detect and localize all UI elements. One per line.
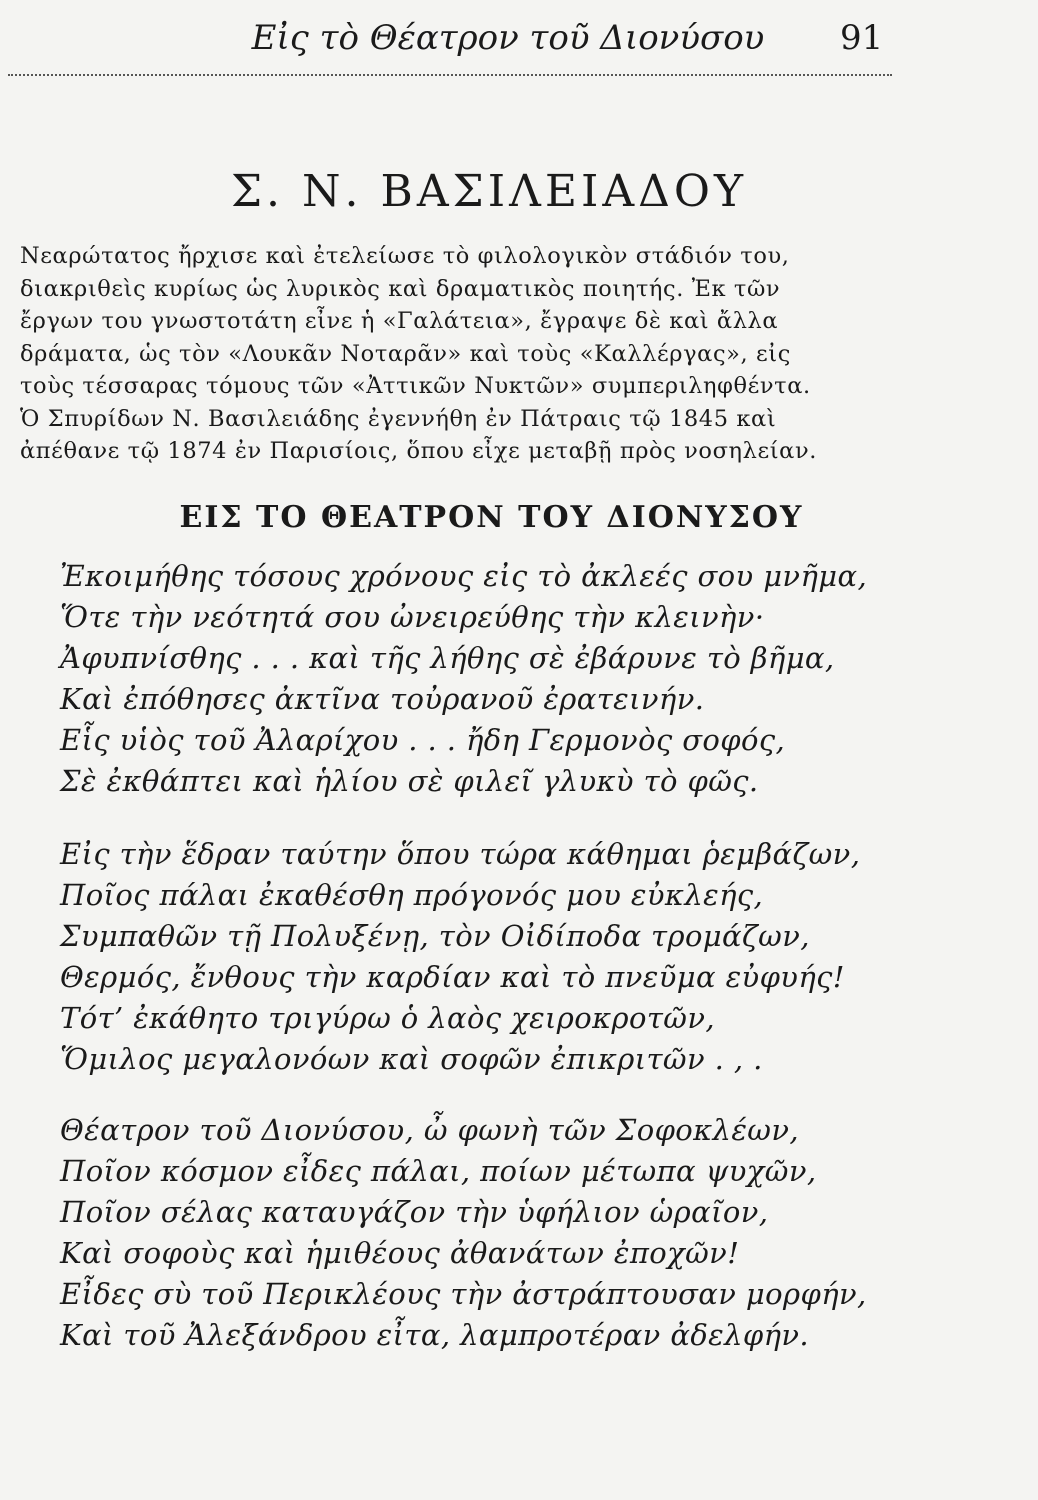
poem-title [0, 500, 1038, 535]
bio-line: δράματα, ὡς τὸν «Λουκᾶν Νοταρᾶν» καὶ τοὺς «Καλλέργας», εἰς [20, 340, 791, 367]
verse-line: Θερμός, ἔνθους τὴν καρδίαν καὶ τὸ πνεῦμα εὐφυής! [60, 960, 845, 994]
stanza-2 [60, 834, 890, 1080]
verse-line: Θέατρον τοῦ Διονύσου, ὦ φωνὴ τῶν Σοφοκλέων, [60, 1113, 799, 1147]
verse-line: Εἰς τὴν ἕδραν ταύτην ὅπου τώρα κάθημαι ῥεμβάζων, [60, 837, 861, 871]
bio-line: ἔργων του γνωστοτάτη εἶνε ἡ «Γαλάτεια», ἔγραψε δὲ καὶ ἄλλα [20, 308, 779, 334]
bio-line: Νεαρώτατος ἤρχισε καὶ ἐτελείωσε τὸ φιλολογικὸν στάδιόν του, [20, 243, 790, 269]
stanza-1 [60, 556, 890, 802]
bio-line: Ὁ Σπυρίδων Ν. Βασιλειάδης ἐγεννήθη ἐν Πάτραις τῷ 1845 καὶ [20, 405, 777, 432]
bio-line: ἀπέθανε τῷ 1874 ἐν Παρισίοις, ὅπου εἶχε μεταβῇ πρὸς νοσηλείαν. [20, 438, 817, 464]
verse-line: Ἐκοιμήθης τόσους χρόνους εἰς τὸ ἀκλεές σου μνῆμα, [60, 559, 868, 593]
stanza-3 [60, 1110, 890, 1356]
page-number: 91 [840, 18, 884, 58]
verse-line: Καὶ ἐπόθησες ἀκτῖνα τοὐρανοῦ ἐρατεινήν. [60, 682, 705, 716]
biography-paragraph [20, 240, 900, 468]
author-name: Σ. Ν. ΒΑΣΙΛΕΙΑΔΟΥ [230, 166, 748, 217]
running-head-title: Εἰς τὸ Θέατρον τοῦ Διονύσου [251, 18, 765, 58]
verse-line: Ὅτε τὴν νεότητά σου ὠνειρεύθης τὴν κλεινὴν· [60, 600, 765, 634]
verse-line: Εἷς υἱὸς τοῦ Ἀλαρίχου . . . ἤδη Γερμονὸς σοφός, [60, 723, 786, 757]
verse-line: Καὶ σοφοὺς καὶ ἡμιθέους ἀθανάτων ἐποχῶν! [60, 1236, 740, 1270]
verse-line: Σὲ ἐκθάπτει καὶ ἡλίου σὲ φιλεῖ γλυκὺ τὸ φῶς. [60, 764, 759, 798]
verse-line: Ἀφυπνίσθης . . . καὶ τῆς λήθης σὲ ἐβάρυνε τὸ βῆμα, [60, 641, 835, 675]
verse-line: Τότ’ ἐκάθητο τριγύρω ὁ λαὸς χειροκροτῶν, [60, 1001, 715, 1035]
verse-line: Συμπαθῶν τῇ Πολυξένῃ, τὸν Οἰδίποδα τρομάζων, [60, 919, 810, 953]
bio-line: διακριθεὶς κυρίως ὡς λυρικὸς καὶ δραματικὸς ποιητής. Ἐκ τῶν [20, 275, 781, 302]
running-head [0, 18, 1038, 68]
header-rule [8, 74, 892, 76]
verse-line: Εἶδες σὺ τοῦ Περικλέους τὴν ἀστράπτουσαν μορφήν, [60, 1277, 867, 1311]
verse-line: Ὅμιλος μεγαλονόων καὶ σοφῶν ἐπικριτῶν . , . [60, 1042, 763, 1076]
bio-line: τοὺς τέσσαρας τόμους τῶν «Ἀττικῶν Νυκτῶν» συμπεριληφθέντα. [20, 373, 811, 399]
poem-title-text: ΕΙΣ ΤΟ ΘΕΑΤΡΟΝ ΤΟΥ ΔΙΟΝΥΣΟΥ [179, 500, 804, 535]
verse-line: Καὶ τοῦ Ἀλεξάνδρου εἶτα, λαμπροτέραν ἀδελφήν. [60, 1318, 810, 1352]
author-heading [0, 166, 1038, 217]
verse-line: Ποῖος πάλαι ἐκαθέσθη πρόγονός μου εὐκλεής, [60, 878, 764, 912]
verse-line: Ποῖον σέλας καταυγάζον τὴν ὑφήλιον ὡραῖον, [60, 1195, 769, 1229]
verse-line: Ποῖον κόσμον εἶδες πάλαι, ποίων μέτωπα ψυχῶν, [60, 1154, 817, 1188]
